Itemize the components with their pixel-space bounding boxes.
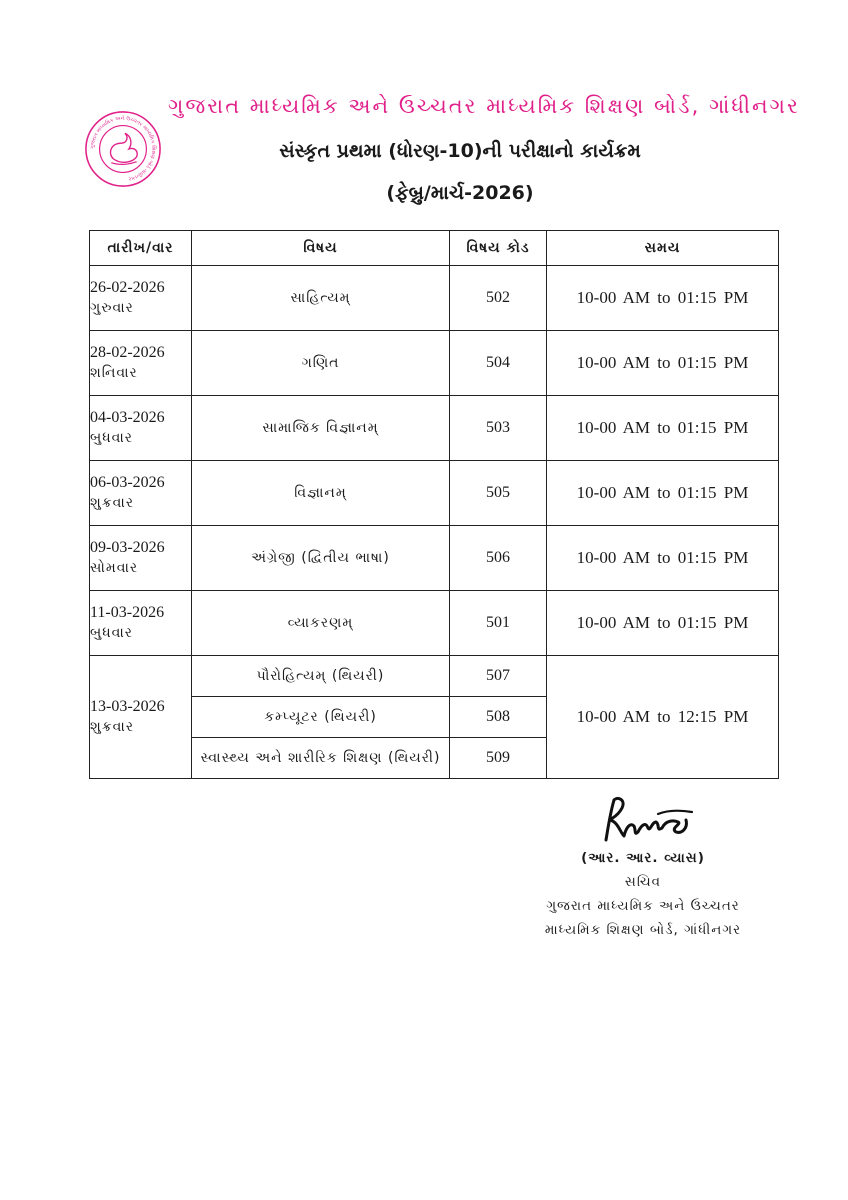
subject-cell: વિજ્ઞાનમ્ — [192, 461, 450, 526]
code-cell: 507 — [450, 656, 547, 697]
signatory-designation: સચિવ — [624, 874, 662, 890]
time-cell: 10-00 AM to 12:15 PM — [547, 656, 779, 779]
subject-cell: પૌરોહિત્યમ્ (થિયરી) — [192, 656, 450, 697]
date-cell — [90, 526, 192, 591]
subject-cell: સામાજિક વિજ્ઞાનમ્ — [192, 396, 450, 461]
signatory-org-line2: માધ્યમિક શિક્ષણ બોર્ડ, ગાંધીનગર — [544, 922, 742, 938]
header-time: સમય — [547, 231, 779, 266]
subject-cell: વ્યાકરણમ્ — [192, 591, 450, 656]
exam-schedule-table — [89, 230, 779, 779]
code-cell: 502 — [450, 266, 547, 331]
page-subtitle: સંસ્કૃત પ્રથમા (ધોરણ-10)ની પરીક્ષાનો કાર્યક્રમ — [279, 140, 641, 162]
subject-cell: સ્વાસ્થ્ય અને શારીરિક શિક્ષણ (થિયરી) — [192, 738, 450, 779]
table-row — [90, 526, 779, 591]
code-cell: 504 — [450, 331, 547, 396]
time-cell: 10-00 AM to 01:15 PM — [547, 266, 779, 331]
date-cell — [90, 591, 192, 656]
code-cell: 503 — [450, 396, 547, 461]
table-row — [90, 396, 779, 461]
time-cell: 10-00 AM to 01:15 PM — [547, 331, 779, 396]
seal-text: ગુજરાત માધ્યમિક અને ઉચ્ચતર માધ્યમિક શિક્ષણ બોર્ડ ગાંધીનગર — [89, 115, 157, 182]
table-row — [90, 461, 779, 526]
weekday: બુધવાર — [90, 625, 134, 641]
weekday: શુક્રવાર — [90, 719, 135, 735]
signatory-block — [540, 846, 746, 942]
signatory-org-line1: ગુજરાત માધ્યમિક અને ઉચ્ચતર — [546, 898, 740, 914]
table-row — [90, 331, 779, 396]
page-title: ગુજરાત માધ્યમિક અને ઉચ્ચતર માધ્યમિક શિક્ષણ બોર્ડ, ગાંધીનગર — [168, 94, 800, 118]
time-cell: 10-00 AM to 01:15 PM — [547, 461, 779, 526]
subject-cell: અંગ્રેજી (દ્વિતીય ભાષા) — [192, 526, 450, 591]
date: 28-02-2026 — [90, 344, 165, 361]
date-cell — [90, 266, 192, 331]
signature-icon — [596, 792, 700, 848]
table-row — [90, 266, 779, 331]
header-subject: વિષય — [192, 231, 450, 266]
date-cell — [90, 656, 192, 779]
code-cell: 501 — [450, 591, 547, 656]
exam-period: (ફેબ્રુ/માર્ચ-2026) — [386, 182, 534, 204]
table-row — [90, 591, 779, 656]
weekday: શનિવાર — [90, 365, 138, 381]
date: 06-03-2026 — [90, 474, 165, 491]
date: 13-03-2026 — [90, 698, 165, 715]
time-cell: 10-00 AM to 01:15 PM — [547, 396, 779, 461]
board-seal-icon — [84, 110, 162, 188]
weekday: ગુરુવાર — [90, 300, 134, 316]
date: 04-03-2026 — [90, 409, 165, 426]
weekday: સોમવાર — [90, 560, 139, 576]
subject-cell: ગણિત — [192, 331, 450, 396]
subject-cell: કમ્પ્યૂટર (થિયરી) — [192, 697, 450, 738]
code-cell: 509 — [450, 738, 547, 779]
header-code: વિષય કોડ — [450, 231, 547, 266]
subject-cell: સાહિત્યમ્ — [192, 266, 450, 331]
date-cell — [90, 331, 192, 396]
code-cell: 505 — [450, 461, 547, 526]
code-cell: 508 — [450, 697, 547, 738]
date-cell — [90, 396, 192, 461]
table-row — [90, 656, 779, 697]
time-cell: 10-00 AM to 01:15 PM — [547, 526, 779, 591]
header-date-day: તારીખ/વાર — [90, 231, 192, 266]
time-cell: 10-00 AM to 01:15 PM — [547, 591, 779, 656]
table-header-row — [90, 231, 779, 266]
weekday: બુધવાર — [90, 430, 134, 446]
date: 26-02-2026 — [90, 279, 165, 296]
date: 09-03-2026 — [90, 539, 165, 556]
signatory-name: (આર. આર. વ્યાસ) — [581, 850, 705, 866]
weekday: શુક્રવાર — [90, 495, 135, 511]
date: 11-03-2026 — [90, 604, 165, 621]
code-cell: 506 — [450, 526, 547, 591]
date-cell — [90, 461, 192, 526]
